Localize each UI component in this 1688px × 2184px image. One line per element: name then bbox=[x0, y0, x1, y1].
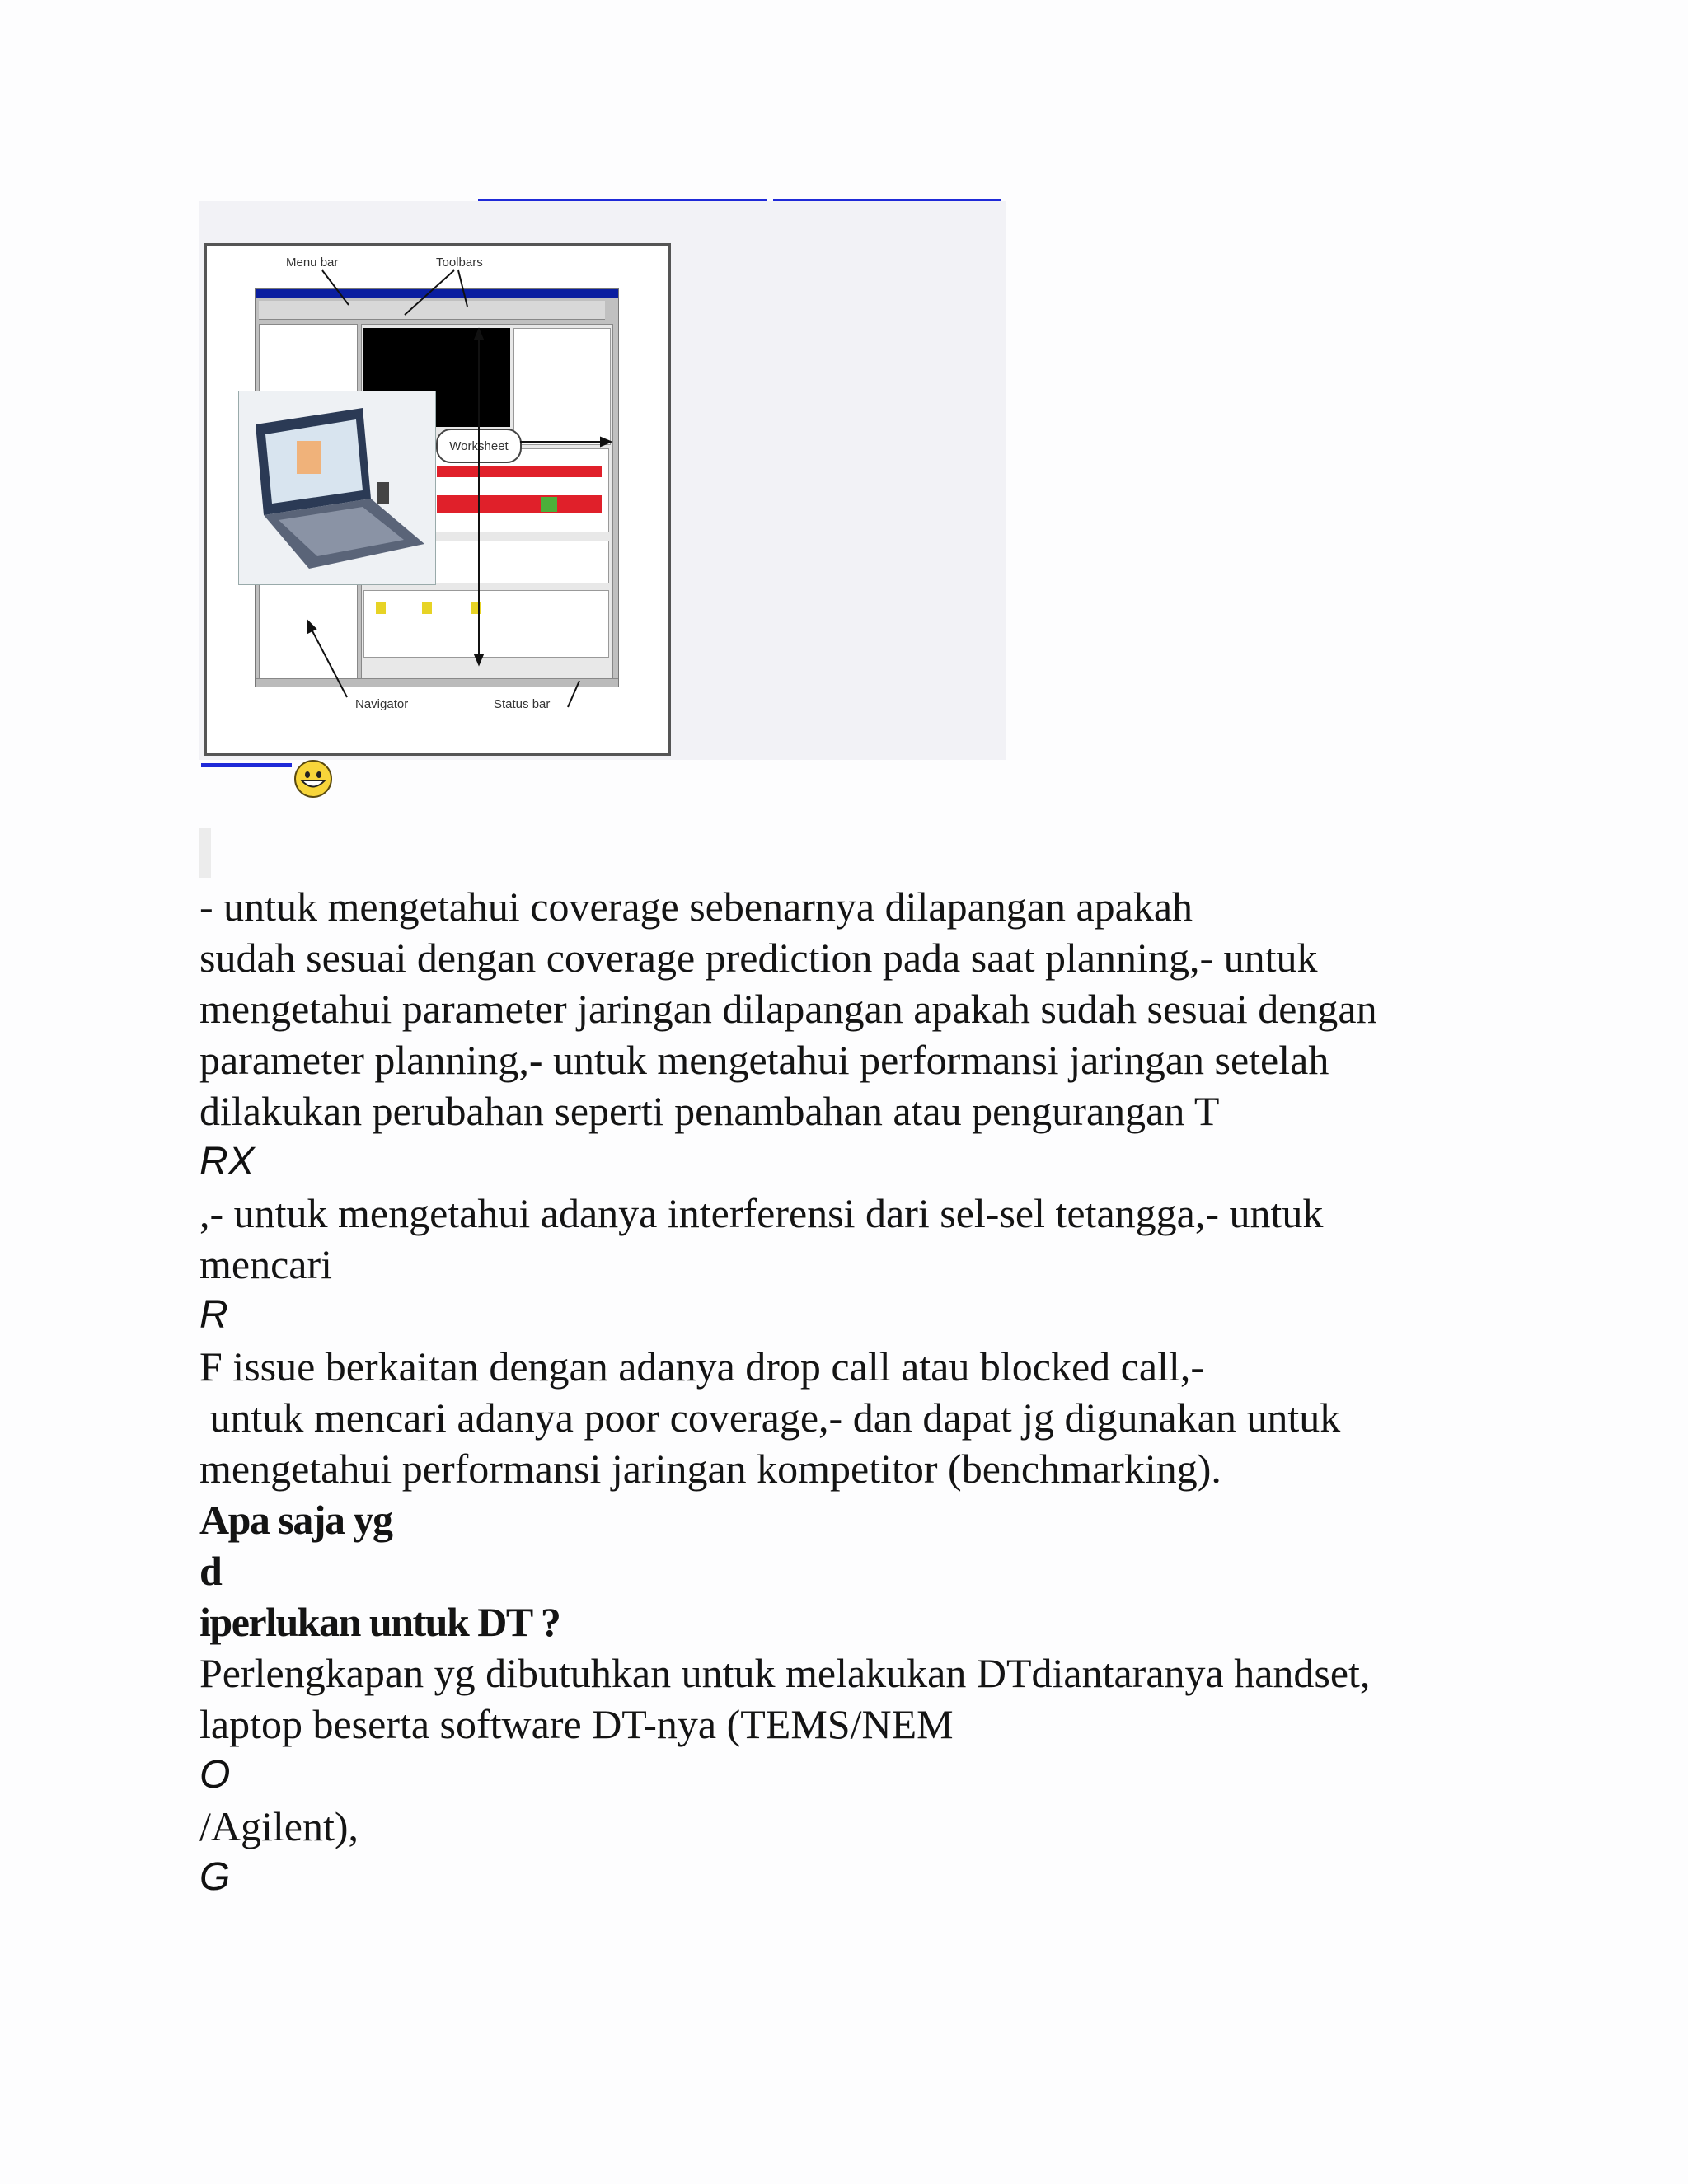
smiley-icon bbox=[293, 758, 334, 799]
heading-line-2: d bbox=[199, 1548, 222, 1594]
body-line-12: mengetahui performansi jaringan kompetitor (benchmarking). bbox=[199, 1446, 1221, 1492]
body-line-1: - untuk mengetahui coverage sebenarnya dilapangan apakah bbox=[199, 883, 1193, 930]
caption-worksheet: Worksheet bbox=[449, 438, 509, 453]
body-line-11: untuk mencari adanya poor coverage,- dan dapat jg digunakan untuk bbox=[199, 1394, 1341, 1441]
tems-screenshot-figure bbox=[204, 243, 671, 756]
text-cursor-block bbox=[199, 828, 211, 878]
caption-navigator: Navigator bbox=[355, 697, 409, 711]
body-line-2: sudah sesuai dengan coverage prediction pada saat planning,- untuk bbox=[199, 935, 1318, 981]
annotation-arrows bbox=[207, 246, 673, 758]
body-line-5: dilakukan perubahan seperti penambahan atau pengurangan T bbox=[199, 1088, 1220, 1134]
body-line-16: /Agilent), bbox=[199, 1803, 359, 1849]
body-line-8: mencari bbox=[199, 1241, 333, 1287]
caption-status-bar: Status bar bbox=[494, 697, 551, 711]
body-line-14: laptop beserta software DT-nya (TEMS/NEM bbox=[199, 1701, 954, 1747]
body-line-17: G bbox=[199, 1855, 231, 1899]
bottom-link-line bbox=[201, 763, 292, 767]
caption-menu-bar: Menu bar bbox=[286, 255, 339, 269]
body-line-6: RX bbox=[199, 1140, 255, 1183]
body-line-10: F issue berkaitan dengan adanya drop call atau blocked call,- bbox=[199, 1343, 1204, 1390]
body-line-13: Perlengkapan yg dibutuhkan untuk melakukan DTdiantaranya handset, bbox=[199, 1650, 1371, 1696]
body-line-15: O bbox=[199, 1753, 231, 1797]
body-line-9: R bbox=[199, 1293, 228, 1337]
body-line-7: ,- untuk mengetahui adanya interferensi dari sel-sel tetangga,- untuk bbox=[199, 1190, 1324, 1236]
body-line-4: parameter planning,- untuk mengetahui performansi jaringan setelah bbox=[199, 1037, 1329, 1083]
caption-toolbars: Toolbars bbox=[436, 255, 483, 269]
body-line-3: mengetahui parameter jaringan dilapangan apakah sudah sesuai dengan bbox=[199, 986, 1377, 1032]
heading-line-1: Apa saja yg bbox=[199, 1497, 392, 1543]
heading-line-3: iperlukan untuk DT ? bbox=[199, 1599, 560, 1645]
